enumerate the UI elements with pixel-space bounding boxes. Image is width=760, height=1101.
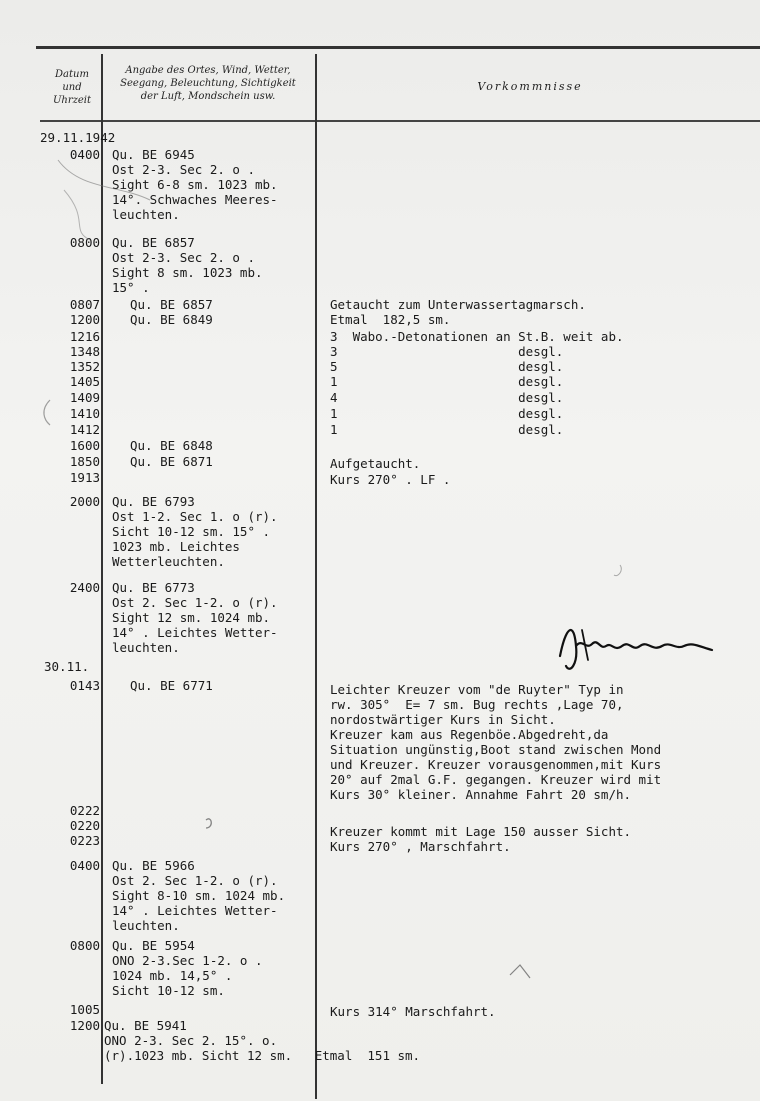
entry-event: Etmal 182,5 sm. (330, 312, 451, 327)
entry-event: 1 desgl. (330, 406, 564, 421)
entry-place-weather: Qu. BE 6857 Ost 2-3. Sec 2. o . Sight 8 sm. 1023 mb. 15° . (112, 235, 263, 295)
entry-place-weather: Qu. BE 5966 Ost 2. Sec 1-2. o (r). Sight 8-10 sm. 1024 mb. 14° . Leichtes Wetter- leuchten. (112, 858, 286, 933)
header-place-weather: Angabe des Ortes, Wind, Wetter, Seegang, Beleuchtung, Sichtigkeit der Luft, Mondschein usw. (120, 65, 296, 102)
entry-event: Aufgetaucht. (330, 456, 421, 471)
entry-event: 1 desgl. (330, 374, 564, 389)
entry-event: Kreuzer kommt mit Lage 150 ausser Sicht. (330, 824, 632, 839)
header-events: Vorkommnisse (477, 80, 583, 93)
entry-event: Kurs 270° , Marschfahrt. (330, 839, 511, 854)
entry-event: Kurs 270° . LF . (330, 472, 451, 487)
entry-time: 2400 (69, 580, 100, 595)
entry-time: 1200 (69, 312, 100, 327)
entry-time: 1352 (69, 359, 100, 374)
entry-event: 1 desgl. (330, 422, 564, 437)
entry-time: 1405 (69, 374, 100, 389)
entry-time: 0220 (69, 818, 100, 833)
entry-event: Leichter Kreuzer vom "de Ruyter" Typ in rw. 305° E= 7 sm. Bug rechts ,Lage 70, nordostwärtiger Kurs in Sicht. Kreuzer kam aus Regenböe.Abgedreht,da Situation ungünstig,Boot stand zwischen Mond und Kreuzer. Kreuzer vorausgenommen,mit Kurs 20° auf 2mal G.F. gegangen. Kreuzer wird mit Kurs 30° kleiner. Annahme Fahrt 20 sm/h. (330, 682, 662, 802)
entry-place-weather: Qu. BE 6793 Ost 1-2. Sec 1. o (r). Sicht 10-12 sm. 15° . 1023 mb. Leichtes Wetterleuchten. (112, 494, 278, 569)
entry-place-weather: Qu. BE 6945 Ost 2-3. Sec 2. o . Sight 6-8 sm. 1023 mb. 14°. Schwaches Meeres- leuchten. (112, 147, 278, 222)
entry-place-weather: Qu. BE 6871 (130, 454, 213, 469)
entry-time: 1216 (69, 329, 100, 344)
entry-time: 1200 (69, 1018, 100, 1033)
entry-time: 0800 (69, 235, 100, 250)
entry-place-weather: Qu. BE 5941 ONO 2-3. Sec 2. 15°. o. (r).1023 mb. Sicht 12 sm. Etmal 151 sm. (104, 1018, 421, 1063)
entry-time: 0222 (69, 803, 100, 818)
entry-event: 3 Wabo.-Detonationen an St.B. weit ab. (330, 329, 624, 344)
entry-place-weather: Qu. BE 6848 (130, 438, 213, 453)
entry-place-weather: Qu. BE 5954 ONO 2-3.Sec 1-2. o . 1024 mb. 14,5° . Sicht 10-12 sm. (112, 938, 263, 998)
entry-time: 0800 (69, 938, 100, 953)
entry-event: 5 desgl. (330, 359, 564, 374)
entry-date: 30.11. (44, 659, 90, 674)
entry-time: 0223 (69, 833, 100, 848)
entry-time: 1409 (69, 390, 100, 405)
entry-time: 1600 (69, 438, 100, 453)
entry-time: 0143 (69, 678, 100, 693)
entry-time: 0400 (69, 147, 100, 162)
entry-time: 1348 (69, 344, 100, 359)
entry-time: 1850 (69, 454, 100, 469)
entry-place-weather: Qu. BE 6773 Ost 2. Sec 1-2. o (r). Sight 12 sm. 1024 mb. 14° . Leichtes Wetter- leuchten. (112, 580, 278, 655)
entry-time: 0400 (69, 858, 100, 873)
entry-time: 1005 (69, 1002, 100, 1017)
header-date-time: Datum und Uhrzeit (52, 69, 92, 106)
entry-date: 29.11.1942 (40, 130, 116, 145)
entry-place-weather: Qu. BE 6849 (130, 312, 213, 327)
entry-event: Getaucht zum Unterwassertagmarsch. (330, 297, 586, 312)
entry-place-weather: Qu. BE 6771 (130, 678, 213, 693)
entry-time: 1412 (69, 422, 100, 437)
entry-event: Kurs 314° Marschfahrt. (330, 1004, 496, 1019)
entry-time: 1410 (69, 406, 100, 421)
entry-event: 4 desgl. (330, 390, 564, 405)
entry-place-weather: Qu. BE 6857 (130, 297, 213, 312)
entry-time: 2000 (69, 494, 100, 509)
entry-event: 3 desgl. (330, 344, 564, 359)
entry-time: 0807 (69, 297, 100, 312)
entry-time: 1913 (69, 470, 100, 485)
